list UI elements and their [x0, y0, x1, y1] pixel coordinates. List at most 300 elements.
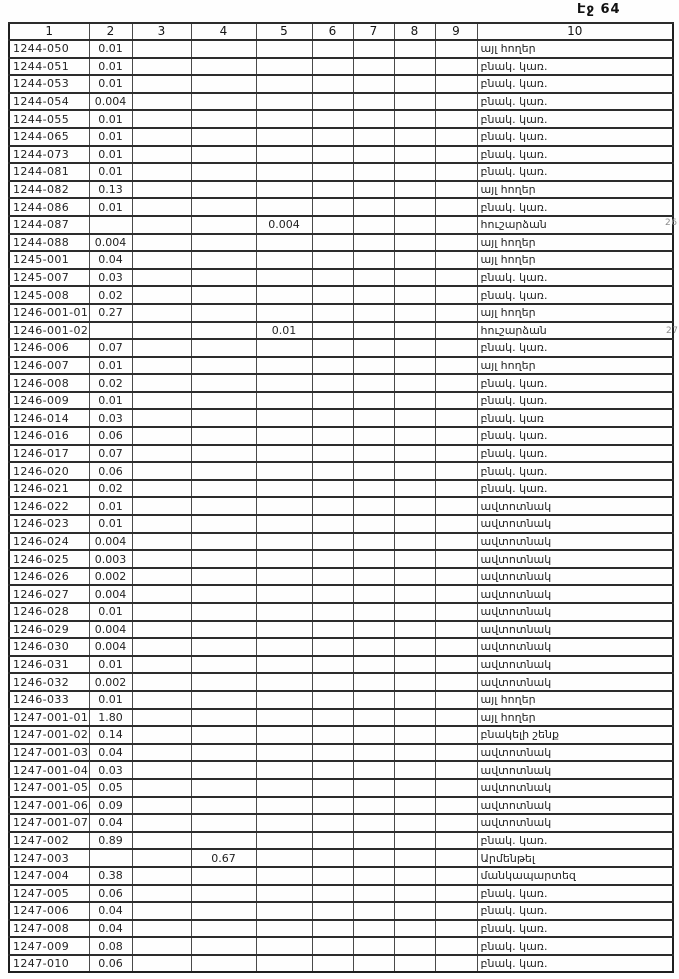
land-use-cell: ավտոտնակ: [477, 744, 673, 762]
value-cell: [312, 955, 353, 973]
value-cell: [191, 427, 256, 445]
table-row: [9, 885, 673, 903]
value-cell: [191, 832, 256, 850]
value-cell: [435, 603, 477, 621]
value-cell: 0.03: [89, 269, 132, 287]
value-cell: 0.01: [89, 656, 132, 674]
value-cell: [394, 533, 435, 551]
value-cell: [256, 849, 312, 867]
value-cell: [312, 621, 353, 639]
value-cell: [435, 885, 477, 903]
value-cell: [435, 814, 477, 832]
land-use-cell: բնակ. կառ.: [477, 392, 673, 410]
value-cell: [353, 955, 394, 973]
value-cell: [256, 181, 312, 199]
value-cell: [394, 409, 435, 427]
value-cell: [353, 832, 394, 850]
value-cell: [191, 251, 256, 269]
table-row: [9, 392, 673, 410]
table-row: [9, 93, 673, 111]
value-cell: [353, 374, 394, 392]
value-cell: [312, 709, 353, 727]
value-cell: [394, 585, 435, 603]
value-cell: [89, 322, 132, 340]
table-row: [9, 181, 673, 199]
value-cell: [191, 146, 256, 164]
value-cell: [435, 497, 477, 515]
value-cell: [353, 357, 394, 375]
value-cell: 0.01: [89, 58, 132, 76]
value-cell: [394, 691, 435, 709]
value-cell: [435, 709, 477, 727]
value-cell: [132, 374, 191, 392]
value-cell: [256, 761, 312, 779]
value-cell: [256, 603, 312, 621]
land-use-cell: բնակ. կառ.: [477, 885, 673, 903]
value-cell: [191, 181, 256, 199]
table-row: [9, 497, 673, 515]
value-cell: [435, 955, 477, 973]
parcel-code-cell: 1246-024: [9, 533, 89, 551]
value-cell: 0.004: [89, 234, 132, 252]
land-use-cell: ավտոտնակ: [477, 497, 673, 515]
value-cell: [132, 339, 191, 357]
land-use-cell: բնակ. կառ.: [477, 427, 673, 445]
value-cell: 0.67: [191, 849, 256, 867]
value-cell: 0.01: [89, 603, 132, 621]
value-cell: [394, 234, 435, 252]
value-cell: [312, 198, 353, 216]
value-cell: [353, 867, 394, 885]
value-cell: [435, 304, 477, 322]
land-use-cell: ավտոտնակ: [477, 638, 673, 656]
value-cell: 0.01: [89, 497, 132, 515]
value-cell: [256, 163, 312, 181]
value-cell: [435, 656, 477, 674]
value-cell: [435, 427, 477, 445]
land-use-cell: ավտոտնակ: [477, 797, 673, 815]
value-cell: [191, 93, 256, 111]
value-cell: 0.04: [89, 814, 132, 832]
parcel-code-cell: 1246-017: [9, 445, 89, 463]
value-cell: [353, 744, 394, 762]
table-row: [9, 673, 673, 691]
cadastre-table: [8, 22, 674, 973]
value-cell: [256, 357, 312, 375]
value-cell: [312, 744, 353, 762]
value-cell: [132, 357, 191, 375]
value-cell: [435, 673, 477, 691]
value-cell: [191, 585, 256, 603]
parcel-code-cell: 1246-020: [9, 462, 89, 480]
value-cell: [394, 955, 435, 973]
value-cell: [312, 322, 353, 340]
value-cell: [435, 920, 477, 938]
value-cell: [394, 163, 435, 181]
table-row: [9, 198, 673, 216]
value-cell: [353, 691, 394, 709]
value-cell: [256, 885, 312, 903]
parcel-code-cell: 1246-008: [9, 374, 89, 392]
value-cell: [256, 110, 312, 128]
value-cell: [312, 128, 353, 146]
value-cell: [394, 937, 435, 955]
value-cell: 0.01: [89, 357, 132, 375]
value-cell: [191, 744, 256, 762]
table-row: [9, 691, 673, 709]
value-cell: [256, 251, 312, 269]
value-cell: 0.89: [89, 832, 132, 850]
value-cell: [353, 269, 394, 287]
value-cell: [191, 814, 256, 832]
table-row: [9, 533, 673, 551]
value-cell: [89, 849, 132, 867]
table-row: [9, 480, 673, 498]
value-cell: [435, 744, 477, 762]
parcel-code-cell: 1247-008: [9, 920, 89, 938]
value-cell: [132, 462, 191, 480]
value-cell: [191, 322, 256, 340]
table-row: [9, 339, 673, 357]
value-cell: [353, 216, 394, 234]
value-cell: [353, 568, 394, 586]
value-cell: [353, 515, 394, 533]
value-cell: [312, 445, 353, 463]
value-cell: [312, 673, 353, 691]
table-row: [9, 603, 673, 621]
land-use-cell: այլ հողեր: [477, 357, 673, 375]
value-cell: [256, 709, 312, 727]
parcel-code-cell: 1246-028: [9, 603, 89, 621]
value-cell: [256, 867, 312, 885]
value-cell: [191, 216, 256, 234]
value-cell: [191, 286, 256, 304]
value-cell: 0.04: [89, 920, 132, 938]
value-cell: [394, 462, 435, 480]
value-cell: [312, 251, 353, 269]
value-cell: 0.004: [89, 585, 132, 603]
value-cell: [394, 75, 435, 93]
value-cell: [256, 198, 312, 216]
value-cell: [132, 286, 191, 304]
value-cell: [312, 832, 353, 850]
value-cell: [312, 409, 353, 427]
table-row: [9, 937, 673, 955]
value-cell: [394, 867, 435, 885]
value-cell: [353, 603, 394, 621]
value-cell: [435, 181, 477, 199]
value-cell: [132, 515, 191, 533]
table-row: [9, 163, 673, 181]
value-cell: [394, 322, 435, 340]
value-cell: 0.003: [89, 550, 132, 568]
parcel-code-cell: 1247-003: [9, 849, 89, 867]
table-row: [9, 744, 673, 762]
value-cell: [191, 269, 256, 287]
value-cell: [353, 849, 394, 867]
value-cell: [312, 110, 353, 128]
value-cell: [394, 656, 435, 674]
value-cell: 0.01: [89, 163, 132, 181]
table-row: [9, 515, 673, 533]
value-cell: [394, 761, 435, 779]
land-use-cell: այլ հողեր: [477, 40, 673, 58]
value-cell: 0.04: [89, 902, 132, 920]
value-cell: [312, 304, 353, 322]
value-cell: [191, 920, 256, 938]
value-cell: [312, 814, 353, 832]
value-cell: [394, 920, 435, 938]
header-row: [9, 23, 673, 40]
value-cell: 0.01: [89, 146, 132, 164]
value-cell: [435, 867, 477, 885]
value-cell: [132, 673, 191, 691]
value-cell: [256, 744, 312, 762]
value-cell: [394, 251, 435, 269]
parcel-code-cell: 1246-025: [9, 550, 89, 568]
value-cell: [394, 58, 435, 76]
table-row: [9, 621, 673, 639]
value-cell: [256, 533, 312, 551]
value-cell: [394, 832, 435, 850]
value-cell: [132, 146, 191, 164]
value-cell: [132, 726, 191, 744]
parcel-code-cell: 1246-016: [9, 427, 89, 445]
parcel-code-cell: 1246-001-01: [9, 304, 89, 322]
value-cell: 0.01: [89, 40, 132, 58]
table-row: [9, 920, 673, 938]
value-cell: [435, 638, 477, 656]
value-cell: [256, 585, 312, 603]
value-cell: [353, 937, 394, 955]
parcel-code-cell: 1247-009: [9, 937, 89, 955]
value-cell: [256, 234, 312, 252]
value-cell: [256, 40, 312, 58]
value-cell: [132, 709, 191, 727]
value-cell: [394, 603, 435, 621]
table-row: [9, 955, 673, 973]
value-cell: [256, 392, 312, 410]
value-cell: [256, 902, 312, 920]
table-row: [9, 656, 673, 674]
land-use-cell: ավտոտնակ: [477, 550, 673, 568]
value-cell: [256, 304, 312, 322]
value-cell: [435, 568, 477, 586]
value-cell: [435, 286, 477, 304]
value-cell: [132, 761, 191, 779]
value-cell: [312, 533, 353, 551]
value-cell: [353, 181, 394, 199]
value-cell: [256, 93, 312, 111]
value-cell: [256, 621, 312, 639]
parcel-code-cell: 1247-001-03: [9, 744, 89, 762]
value-cell: [394, 304, 435, 322]
parcel-code-cell: 1244-055: [9, 110, 89, 128]
value-cell: [132, 533, 191, 551]
parcel-code-cell: 1246-007: [9, 357, 89, 375]
value-cell: [256, 568, 312, 586]
value-cell: [256, 920, 312, 938]
land-use-cell: հուշարձան: [477, 216, 673, 234]
value-cell: [312, 234, 353, 252]
value-cell: [312, 902, 353, 920]
table-row: [9, 58, 673, 76]
value-cell: [191, 234, 256, 252]
land-use-cell: ավտոտնակ: [477, 603, 673, 621]
value-cell: [132, 603, 191, 621]
value-cell: [312, 497, 353, 515]
parcel-code-cell: 1244-082: [9, 181, 89, 199]
value-cell: [256, 550, 312, 568]
parcel-code-cell: 1246-030: [9, 638, 89, 656]
parcel-code-cell: 1246-033: [9, 691, 89, 709]
table-row: [9, 709, 673, 727]
land-use-cell: ավտոտնակ: [477, 621, 673, 639]
value-cell: [353, 392, 394, 410]
value-cell: [256, 427, 312, 445]
value-cell: [312, 797, 353, 815]
value-cell: [191, 58, 256, 76]
value-cell: [191, 779, 256, 797]
value-cell: 0.13: [89, 181, 132, 199]
parcel-code-cell: 1244-065: [9, 128, 89, 146]
value-cell: [191, 937, 256, 955]
value-cell: [191, 691, 256, 709]
value-cell: [191, 568, 256, 586]
value-cell: [256, 128, 312, 146]
value-cell: [353, 920, 394, 938]
value-cell: 0.08: [89, 937, 132, 955]
value-cell: [312, 515, 353, 533]
value-cell: [191, 515, 256, 533]
value-cell: [312, 691, 353, 709]
parcel-code-cell: 1245-001: [9, 251, 89, 269]
land-use-cell: բնակ. կառ.: [477, 198, 673, 216]
value-cell: [353, 814, 394, 832]
land-use-cell: ավտոտնակ: [477, 814, 673, 832]
value-cell: 0.06: [89, 885, 132, 903]
value-cell: [191, 163, 256, 181]
value-cell: [312, 480, 353, 498]
table-row: [9, 409, 673, 427]
value-cell: [191, 955, 256, 973]
value-cell: [132, 550, 191, 568]
parcel-code-cell: 1246-022: [9, 497, 89, 515]
value-cell: [435, 357, 477, 375]
land-use-cell: բնակելի շենք: [477, 726, 673, 744]
land-use-cell: ավտոտնակ: [477, 779, 673, 797]
value-cell: [191, 550, 256, 568]
land-use-cell: բնակ. կառ.: [477, 75, 673, 93]
value-cell: [435, 269, 477, 287]
value-cell: 0.14: [89, 726, 132, 744]
land-use-cell: ավտոտնակ: [477, 515, 673, 533]
value-cell: [394, 621, 435, 639]
value-cell: [89, 216, 132, 234]
parcel-code-cell: 1245-007: [9, 269, 89, 287]
column-header: 4: [191, 23, 256, 40]
parcel-code-cell: 1247-001-01: [9, 709, 89, 727]
value-cell: [256, 814, 312, 832]
value-cell: [353, 40, 394, 58]
value-cell: [132, 93, 191, 111]
value-cell: [132, 779, 191, 797]
table-row: [9, 832, 673, 850]
value-cell: [191, 357, 256, 375]
value-cell: [353, 339, 394, 357]
value-cell: 0.004: [89, 638, 132, 656]
value-cell: [312, 163, 353, 181]
value-cell: [132, 251, 191, 269]
value-cell: [394, 40, 435, 58]
parcel-code-cell: 1246-014: [9, 409, 89, 427]
value-cell: [394, 726, 435, 744]
value-cell: [312, 867, 353, 885]
value-cell: [394, 269, 435, 287]
value-cell: [353, 673, 394, 691]
value-cell: [191, 198, 256, 216]
value-cell: [394, 568, 435, 586]
table-row: [9, 269, 673, 287]
value-cell: [353, 93, 394, 111]
value-cell: [394, 110, 435, 128]
parcel-code-cell: 1246-001-02: [9, 322, 89, 340]
value-cell: [132, 744, 191, 762]
parcel-code-cell: 1245-008: [9, 286, 89, 304]
parcel-code-cell: 1247-005: [9, 885, 89, 903]
value-cell: [312, 181, 353, 199]
table-body: [9, 40, 673, 972]
value-cell: [394, 744, 435, 762]
value-cell: [435, 128, 477, 146]
value-cell: 0.01: [89, 691, 132, 709]
value-cell: [394, 497, 435, 515]
value-cell: [132, 656, 191, 674]
land-use-cell: ավտոտնակ: [477, 585, 673, 603]
value-cell: 0.004: [89, 93, 132, 111]
column-header: 9: [435, 23, 477, 40]
parcel-code-cell: 1244-073: [9, 146, 89, 164]
value-cell: [132, 75, 191, 93]
handwritten-margin-note: 26: [665, 218, 678, 228]
table-row: [9, 568, 673, 586]
value-cell: [394, 673, 435, 691]
land-use-cell: բնակ. կառ.: [477, 93, 673, 111]
value-cell: [435, 374, 477, 392]
value-cell: 0.002: [89, 673, 132, 691]
value-cell: [191, 885, 256, 903]
value-cell: 0.01: [89, 198, 132, 216]
value-cell: 0.02: [89, 480, 132, 498]
value-cell: [353, 497, 394, 515]
value-cell: [394, 779, 435, 797]
value-cell: [394, 93, 435, 111]
value-cell: [256, 955, 312, 973]
value-cell: [256, 269, 312, 287]
value-cell: [191, 761, 256, 779]
table-row: [9, 146, 673, 164]
value-cell: [353, 286, 394, 304]
value-cell: [394, 374, 435, 392]
value-cell: 0.27: [89, 304, 132, 322]
value-cell: [353, 797, 394, 815]
table-row: [9, 462, 673, 480]
value-cell: [191, 304, 256, 322]
land-use-cell: բնակ. կառ.: [477, 146, 673, 164]
parcel-code-cell: 1246-029: [9, 621, 89, 639]
value-cell: [435, 550, 477, 568]
value-cell: [435, 392, 477, 410]
